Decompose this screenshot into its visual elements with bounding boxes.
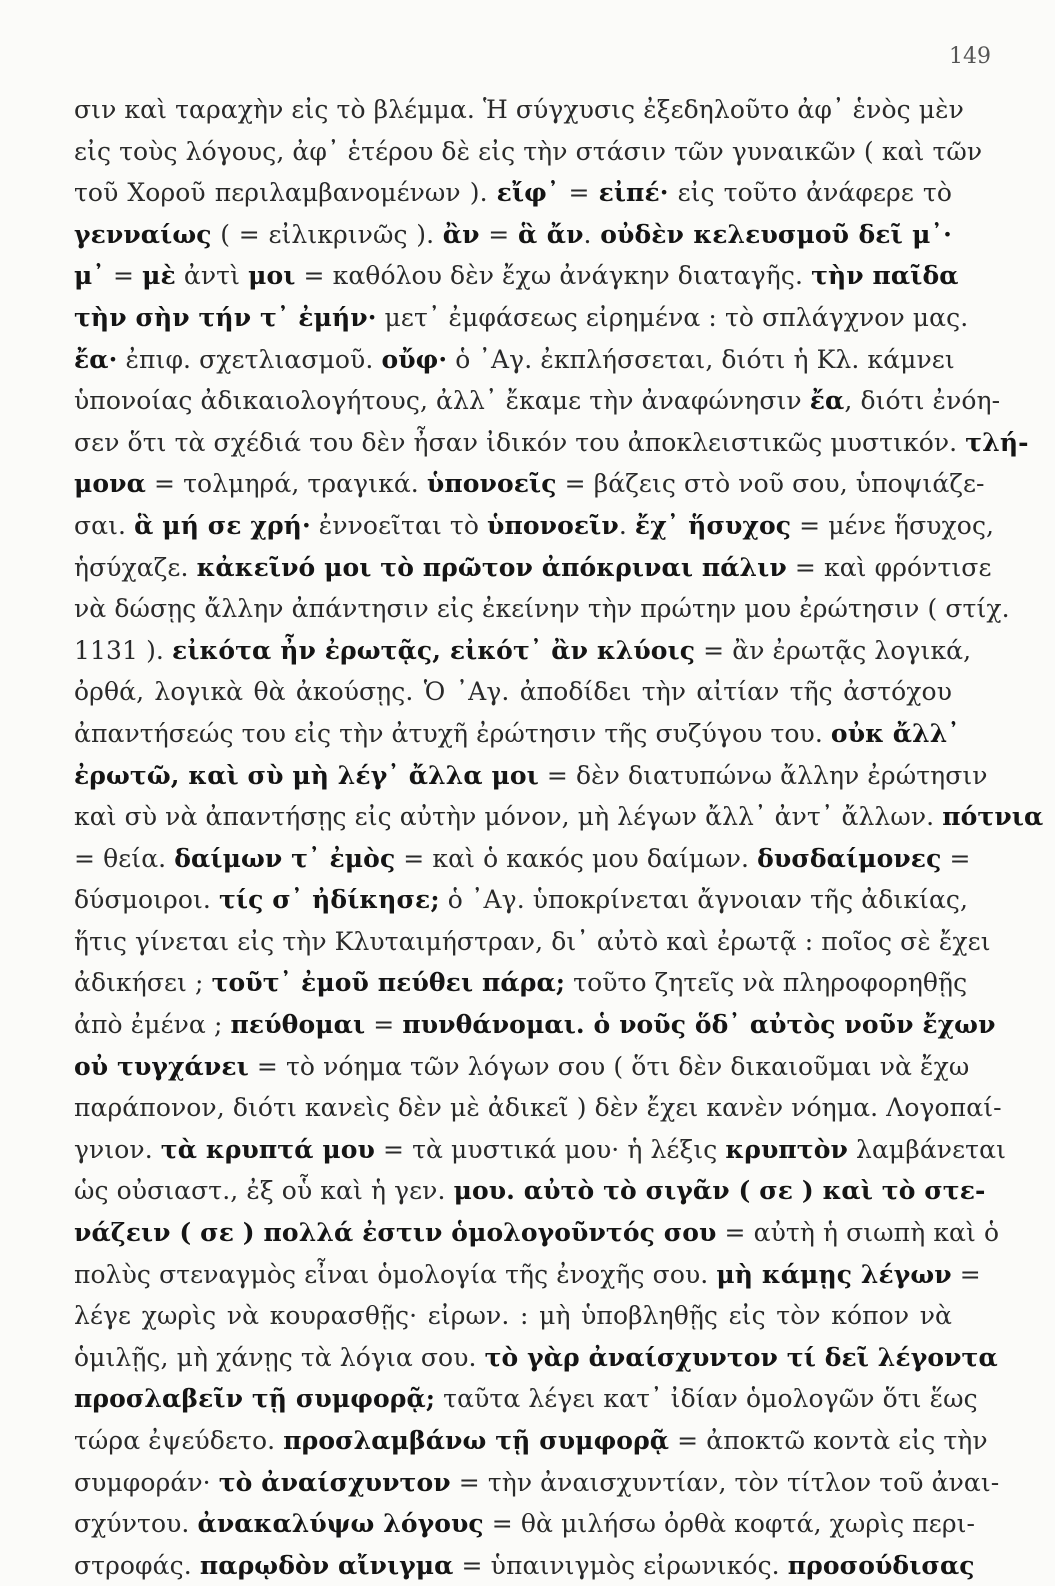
- text-line: μ᾿ = μὲ ἀντὶ μοι = καθόλου δὲν ἔχω ἀνάγκην διαταγῆς. τὴν παῖδα: [74, 261, 959, 291]
- text-line: ἀπαντήσεώς του εἰς τὴν ἀτυχῆ ἐρώτησιν τῆς συζύγου του. οὐκ ἄλλ᾿: [74, 718, 960, 748]
- text-line: τὴν σὴν τήν τ᾿ ἐμήν· μετ᾿ ἐμφάσεως εἰρημένα : τὸ σπλάγχνον μας.: [74, 302, 969, 332]
- text-line: σιν καὶ ταραχὴν εἰς τὸ βλέμμα. Ἡ σύγχυσις ἐξεδηλοῦτο ἀφ᾿ ἑνὸς μὲν: [74, 95, 964, 124]
- text-line: ὁμιλῇς, μὴ χάνῃς τὰ λόγια σου. τὸ γὰρ ἀναίσχυντον τί δεῖ λέγοντα: [74, 1342, 998, 1372]
- text-line: πολὺς στεναγμὸς εἶναι ὁμολογία τῆς ἐνοχῆς σου. μὴ κάμῃς λέγων =: [74, 1259, 981, 1289]
- text-line: ἀπὸ ἐμένα ; πεύθομαι = πυνθάνομαι. ὁ νοῦς ὅδ᾿ αὐτὸς νοῦν ἔχων: [74, 1010, 996, 1040]
- text-line: γνιον. τὰ κρυπτά μου = τὰ μυστικά μου· ἡ λέξις κρυπτὸν λαμβάνεται: [74, 1134, 1006, 1164]
- text-line: ἀδικήσει ; τοῦτ᾿ ἐμοῦ πεύθει πάρα; τοῦτο ζητεῖς νὰ πληροφορηθῇς: [74, 968, 968, 998]
- text-line: σεν ὅτι τὰ σχέδιά του δὲν ἦσαν ἰδικόν του ἀποκλειστικῶς μυστικόν. τλή-: [74, 427, 1029, 457]
- text-line: σαι. ἃ μή σε χρή· ἐννοεῖται τὸ ὑπονοεῖν. ἔχ᾿ ἥσυχος = μένε ἥσυχος,: [74, 510, 995, 540]
- text-line: τώρα ἐψεύδετο. προσλαμβάνω τῇ συμφορᾷ = ἀποκτῶ κοντὰ εἰς τὴν: [74, 1426, 988, 1455]
- text-line: σχύντου. ἀνακαλύψω λόγους = θὰ μιλήσω ὀρθὰ κοφτά, χωρὶς περι-: [74, 1509, 976, 1539]
- text-line: νὰ δώσῃς ἄλλην ἀπάντησιν εἰς ἐκείνην τὴν πρώτην μου ἐρώτησιν ( στίχ.: [74, 594, 1010, 624]
- text-line: 1131 ). εἰκότα ἦν ἐρωτᾷς, εἰκότ᾿ ἂν κλύοις = ἂν ἐρωτᾷς λογικά,: [74, 635, 972, 665]
- text-line: στροφάς. παρῳδὸν αἴνιγμα = ὑπαινιγμὸς εἰρωνικός. προσούδισας: [74, 1550, 975, 1580]
- text-line: ἐρωτῶ, καὶ σὺ μὴ λέγ᾿ ἄλλα μοι = δὲν διατυπώνω ἄλλην ἐρώτησιν: [74, 760, 988, 790]
- text-line: = θεία. δαίμων τ᾿ ἐμὸς = καὶ ὁ κακός μου δαίμων. δυσδαίμονες =: [74, 843, 971, 873]
- text-line: ἥτις γίνεται εἰς τὴν Κλυταιμήστραν, δι᾿ αὐτὸ καὶ ἐρωτᾷ : ποῖος σὲ ἔχει: [74, 926, 991, 956]
- text-line: παράπονον, διότι κανεὶς δὲν μὲ ἀδικεῖ ) δὲν ἔχει κανὲν νόημα. Λογοπαί-: [74, 1093, 1002, 1123]
- text-line: οὐ τυγχάνει = τὸ νόημα τῶν λόγων σου ( ὅτι δὲν δικαιοῦμαι νὰ ἔχω: [74, 1051, 970, 1081]
- text-line: ὀρθά, λογικὰ θὰ ἀκούσῃς. Ὁ ᾿Αγ. ἀποδίδει τὴν αἰτίαν τῆς ἀστόχου: [74, 677, 952, 707]
- text-line: λέγε χωρὶς νὰ κουρασθῇς· εἰρων. : μὴ ὑποβληθῇς εἰς τὸν κόπον νὰ: [74, 1301, 952, 1331]
- text-line: δύσμοιροι. τίς σ᾿ ἠδίκησε; ὁ ᾿Αγ. ὑποκρίνεται ἄγνοιαν τῆς ἀδικίας,: [74, 885, 969, 915]
- text-line: νάζειν ( σε ) πολλά ἐστιν ὁμολογοῦντός σου = αὐτὴ ἡ σιωπὴ καὶ ὁ: [74, 1218, 1000, 1248]
- text-line: ὡς οὐσιαστ., ἐξ οὗ καὶ ἡ γεν. μου. αὐτὸ τὸ σιγᾶν ( σε ) καὶ τὸ στε-: [74, 1176, 986, 1206]
- text-line: καὶ σὺ νὰ ἀπαντήσῃς εἰς αὐτὴν μόνον, μὴ λέγων ἄλλ᾿ ἀντ᾿ ἄλλων. πότνια: [74, 802, 1044, 832]
- text-line: γενναίως ( = εἰλικρινῶς ). ἂν = ἃ ἄν. οὐδὲν κελευσμοῦ δεῖ μ᾿·: [74, 219, 952, 249]
- text-line: εἰς τοὺς λόγους, ἀφ᾿ ἑτέρου δὲ εἰς τὴν στάσιν τῶν γυναικῶν ( καὶ τῶν: [74, 136, 983, 166]
- text-line: συμφοράν· τὸ ἀναίσχυντον = τὴν ἀναισχυντίαν, τὸν τίτλον τοῦ ἀναι-: [74, 1467, 1000, 1497]
- text-line: ἡσύχαζε. κἀκεῖνό μοι τὸ πρῶτον ἀπόκριναι πάλιν = καὶ φρόντισε: [74, 552, 992, 582]
- text-line: τοῦ Χοροῦ περιλαμβανομένων ). εἴφ᾿ = εἰπέ· εἰς τοῦτο ἀνάφερε τὸ: [74, 178, 952, 208]
- page-number: 149: [949, 44, 991, 69]
- text-line: ἔα· ἐπιφ. σχετλιασμοῦ. οὔφ· ὁ ᾿Αγ. ἐκπλήσσεται, διότι ἡ Κλ. κάμνει: [74, 344, 955, 374]
- commentary-text: [74, 89, 1044, 1586]
- text-line: ὑπονοίας ἀδικαιολογήτους, ἀλλ᾿ ἔκαμε τὴν ἀναφώνησιν ἔα, διότι ἐνόη-: [74, 386, 1001, 416]
- text-line: μονα = τολμηρά, τραγικά. ὑπονοεῖς = βάζεις στὸ νοῦ σου, ὑποψιάζε-: [74, 469, 985, 499]
- text-line: προσλαβεῖν τῇ συμφορᾷ; ταῦτα λέγει κατ᾿ ἰδίαν ὁμολογῶν ὅτι ἕως: [74, 1384, 978, 1414]
